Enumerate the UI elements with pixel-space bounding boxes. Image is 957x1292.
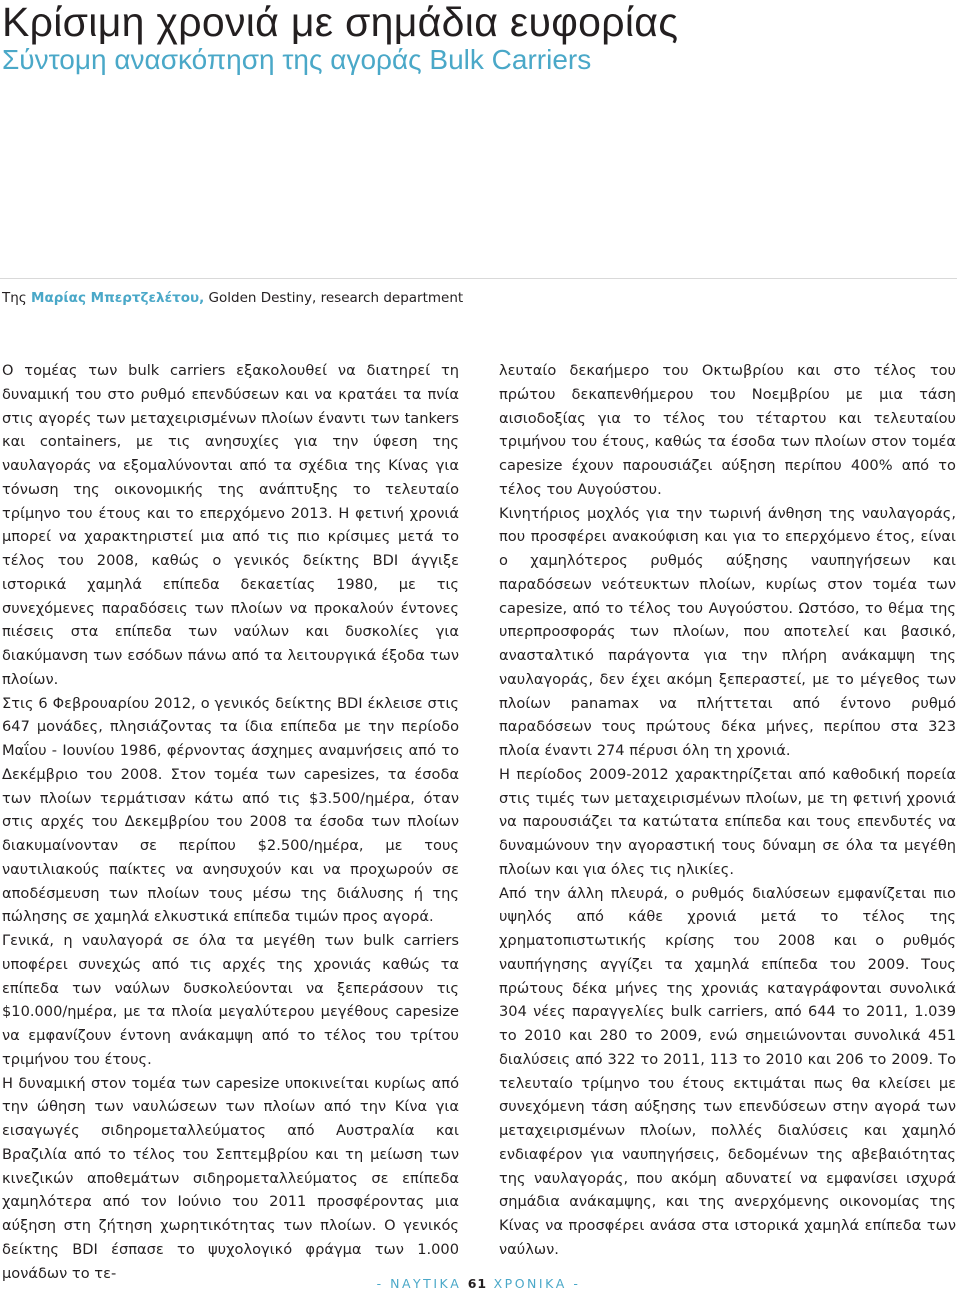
footer-magazine-right: ΧΡΟΝΙΚΑ - <box>487 1276 581 1291</box>
article-column-right <box>499 359 956 1262</box>
byline-author: Μαρίας Μπερτζελέτου, <box>31 290 205 306</box>
page-footer <box>0 1276 957 1292</box>
paragraph: Η δυναμική στον τομέα των capesize υποκινείται κυρίως από την ώθηση των ναυλώσεων των πλοίων από την Κίνα για εισαγωγές σιδηρομεταλλεύματος από Αυστραλία και Βραζιλία από το τέλος του Σεπτεμβρίου και τη μείωση των κινεζικών αποθεμάτων σιδηρομεταλλεύματος σε επίπεδα χαμηλότερα από τον Ιούνιο του 2011 προσφέροντας μια αύξηση στη ζήτηση χωρητικότητας των πλοίων. Ο γενικός δείκτης BDI έσπασε το ψυχολογικό φράγμα των 1.000 μονάδων το τε- <box>2 1074 459 1282</box>
paragraph: λευταίο δεκαήμερο του Οκτωβρίου και στο τέλος του πρώτου δεκαπενθήμερου του Νοεμβρίου με μια τάση αισιοδοξίας για το τέλος του τέταρτου και τελευταίου τριμήνου του έτους, καθώς τα έσοδα των πλοίων στον τομέα capesize έχουν παρουσιάζει αύξηση περίπου 400% από το τέλος του Αυγούστου. <box>499 362 956 498</box>
paragraph: Από την άλλη πλευρά, ο ρυθμός διαλύσεων εμφανίζεται πιο υψηλός από κάθε χρονιά μετά το τέλος της χρηματοπιστωτικής κρίσης του 2008 και ο ρυθμός ναυπήγησης αγγίζει τα χαμηλά επίπεδα του 2009. Τους πρώτους δέκα μήνες της χρονιάς καταγράφονται συνολικά 304 νέες παραγγελίες bulk carriers, από 644 το 2011, 1.039 το 2010 και 280 το 2009, ενώ σημειώνονται συνολικά 451 διαλύσεις από 322 το 2011, 113 το 2010 και 206 το 2009. Το τελευταίο τρίμηνο του έτους εκτιμάται πως θα κλείσει με συνεχόμενη τάση αύξησης των επενδύσεων στην αγορά των μεταχειρισμένων πλοίων, πολλές διαλύσεις και χαμηλό ενδιαφέρον για ναυπηγήσεις, δεδομένων της αβεβαιότητας της ναυλαγοράς, που ακόμη αδυνατεί να εμφανίσει ισχυρά σημάδια ανάκαμψης, και της ανερχόμενης οικονομίας της Κίνας να προσφέρει ανάσα στα ιστορικά χαμηλά επίπεδα των ναύλων. <box>499 884 956 1258</box>
article-title: Κρίσιμη χρονιά με σημάδια ευφορίας <box>2 0 679 45</box>
article-subtitle: Σύντομη ανασκόπηση της αγοράς Bulk Carriers <box>2 44 592 75</box>
byline-prefix: Της <box>2 290 32 306</box>
header-divider <box>0 278 957 279</box>
paragraph: Στις 6 Φεβρουαρίου 2012, ο γενικός δείκτης BDI έκλεισε στις 647 μονάδες, πλησιάζοντας τα ίδια επίπεδα με την περίοδο Μαΐου - Ιουνίου 1986, φέρνοντας άσχημες αναμνήσεις από το Δεκέμβριο του 2008. Στον τομέα των capesizes, τα έσοδα των πλοίων τερμάτισαν κάτω από τις $3.500/ημέρα, όταν στις αρχές του Δεκεμβρίου του 2008 τα έσοδα των πλοίων διακυμαίνονταν σε περίπου $2.500/ημέρα, με τους ναυτιλιακούς παίκτες να ανησυχούν και να προχωρούν σε αποδέσμευση των πλοίων τους μέσω της διάλυσης ή της πώλησης σε χαμηλά ελκυστικά επίπεδα τιμών προς αγορά. <box>2 694 459 926</box>
paragraph: Ο τομέας των bulk carriers εξακολουθεί να διατηρεί τη δυναμική του στο ρυθμό επενδύσεων και να κρατάει τα πνία στις αγορές των μεταχειρισμένων πλοίων έναντι των tankers και containers, με τις ανησυχίες για την ύφεση της ναυλαγοράς να εξομαλύνονται από τα σχέδια της Κίνας για τόνωση της οικονομικής της ανάπτυξης το τελευταίο τρίμηνο του έτους και το επερχόμενο 2013. Η φετινή χρονιά μπορεί να χαρακτηριστεί μια από τις πιο κρίσιμες μετά το τέλος του 2008, καθώς ο γενικός δείκτης BDI άγγιξε ιστορικά χαμηλά επίπεδα δεκαετίας 1980, με τις συνεχόμενες παραδόσεις των πλοίων να προκαλούν έντονες πιέσεις στα επίπεδα των ναύλων και δυσκολίες για διακύμανση των εσόδων πάνω από τα λειτουργικά έξοδα των πλοίων. <box>2 362 459 688</box>
byline-affiliation: Golden Destiny, research department <box>204 290 464 306</box>
byline <box>2 289 463 307</box>
paragraph: Γενικά, η ναυλαγορά σε όλα τα μεγέθη των bulk carriers υποφέρει συνεχώς από τις αρχές της χρονιάς καθώς τα επίπεδα των ναύλων δυσκολεύονται να ξεπεράσουν τις $10.000/ημέρα, με τα πλοία μεγαλύτερου μεγέθους capesize να εμφανίζουν έντονη ανάκαμψη από το τέλος του τρίτου τριμήνου του έτους. <box>2 932 459 1068</box>
paragraph: Κινητήριος μοχλός για την τωρινή άνθηση της ναυλαγοράς, που προσφέρει ανακούφιση και για το επερχόμενο έτος, είναι ο χαμηλότερος ρυθμός αύξησης ναυπηγήσεων και παραδόσεων νεότευκτων πλοίων, κυρίως στον τομέα των capesize, από το τέλος του Αυγούστου. Ωστόσο, το θέμα της υπερπροσφοράς των πλοίων, που αποτελεί και βασικό, ανασταλτικό παράγοντα για την πλήρη ανάκαμψη της ναυλαγοράς, δεν έχει ακόμη ξεπεραστεί, με το μέγεθος των πλοίων panamax να πλήττεται από έντονο ρυθμό παραδόσεων τους πρώτους δέκα μήνες, περίπου στα 323 πλοία έναντι 274 πέρυσι όλη τη χρονιά. <box>499 504 956 759</box>
article-column-left <box>2 359 459 1285</box>
page-number: 61 <box>467 1276 488 1291</box>
paragraph: Η περίοδος 2009-2012 χαρακτηρίζεται από καθοδική πορεία στις τιμές των μεταχειρισμένων πλοίων, με τη φετινή χρονιά να παρουσιάζει τα κατώτατα επίπεδα και τους επενδυτές να δυναμώνουν την αγοραστική τους δύναμη σε όλα τα μεγέθη πλοίων και για όλες τις ηλικίες. <box>499 765 956 878</box>
footer-magazine-left: - ΝΑΥΤΙΚΑ <box>376 1276 468 1291</box>
